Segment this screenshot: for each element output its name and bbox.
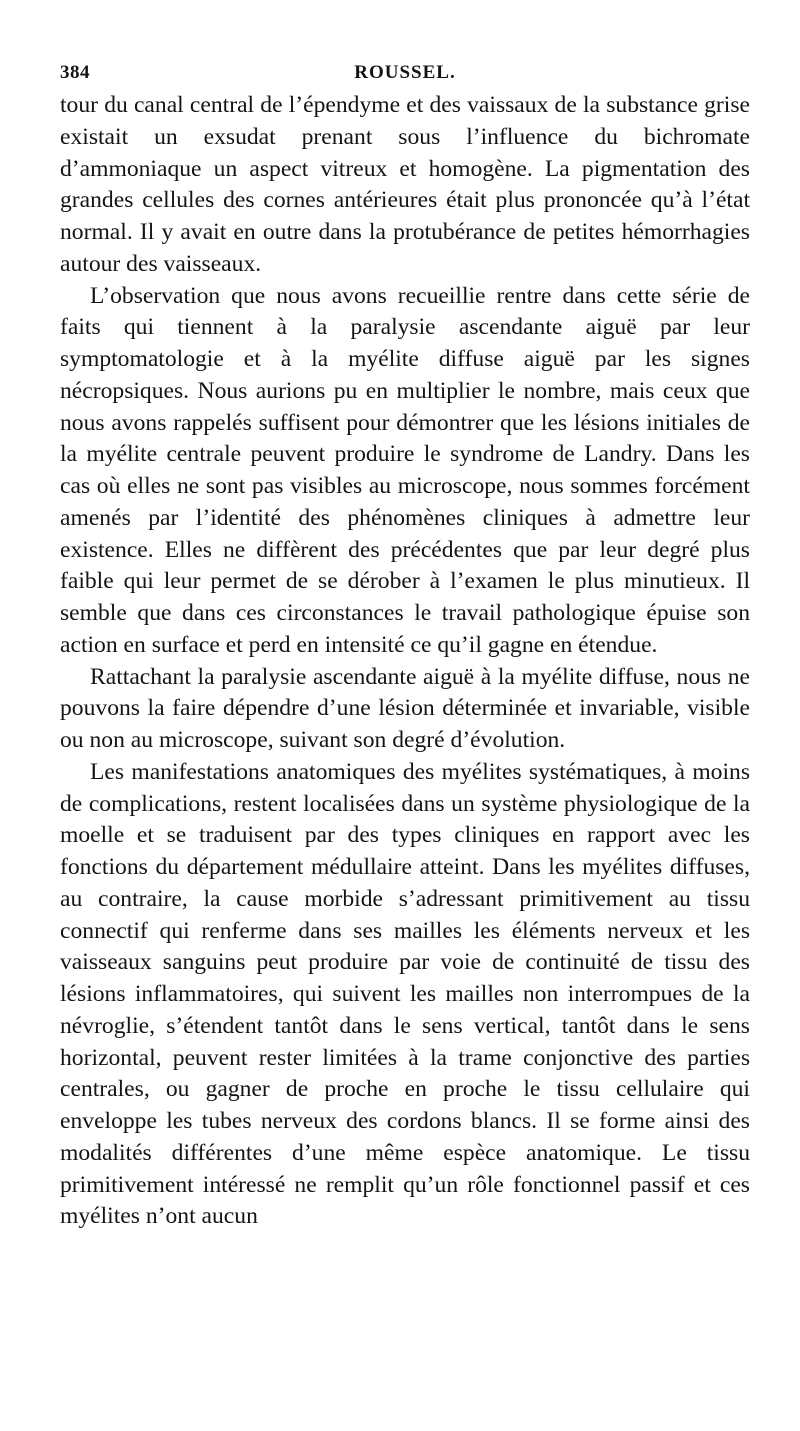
body-text	[60, 90, 750, 1233]
paragraph: Rattachant la paralysie ascendante aiguë à la myélite diffuse, nous ne pouvons la faire dépendre d’une lésion déterminée et invariable, visible ou non au microscope, suivant son degré d’évolution.	[60, 663, 750, 753]
paragraph: L’observation que nous avons recueillie rentre dans cette série de faits qui tiennent à la paralysie ascendante aiguë par leur symptomatologie et à la myélite diffuse aiguë par les signes nécropsiques. Nous aurions pu en multiplier le nombre, mais ceux que nous avons rappelés suffisent pour démontrer que les lésions initiales de la myélite centrale peuvent produire le syndrome de Landry. Dans les cas où elles ne sont pas visibles au microscope, nous sommes forcément amenés par l’identité des phénomènes cliniques à admettre leur existence. Elles ne diffèrent des précédentes que par leur degré plus faible qui leur permet de se dérober à l’examen le plus minutieux. Il semble que dans ces circonstances le travail pathologique épuise son action en surface et perd en intensité ce qu’il gagne en étendue.	[60, 282, 750, 658]
running-title: ROUSSEL.	[354, 62, 456, 83]
page-number: 384	[60, 62, 90, 83]
page-header	[60, 56, 750, 90]
paragraph: tour du canal central de l’épendyme et des vaissaux de la substance grise existait un exsudat prenant sous l’influence du bichromate d’ammoniaque un aspect vitreux et homogène. La pigmentation des grandes cellules des cornes antérieures était plus prononcée qu’à l’état normal. Il y avait en outre dans la protubérance de petites hémorrhagies autour des vaisseaux.	[60, 92, 750, 277]
paragraph: Les manifestations anatomiques des myélites systématiques, à moins de complications, restent localisées dans un système physiologique de la moelle et se traduisent par des types cliniques en rapport avec les fonctions du département médullaire atteint. Dans les myélites diffuses, au contraire, la cause morbide s’adressant primitivement au tissu connectif qui renferme dans ses mailles les éléments nerveux et les vaisseaux sanguins peut produire par voie de continuité de tissu des lésions inflammatoires, qui suivent les mailles non interrompues de la névroglie, s’étendent tantôt dans le sens vertical, tantôt dans le sens horizontal, peuvent rester limitées à la trame conjonctive des parties centrales, ou gagner de proche en proche le tissu cellulaire qui enveloppe les tubes nerveux des cordons blancs. Il se forme ainsi des modalités différentes d’une même espèce anatomique. Le tissu primitivement intéressé ne remplit qu’un rôle fonctionnel passif et ces myélites n’ont aucun	[60, 758, 750, 1230]
book-page	[60, 56, 750, 1233]
